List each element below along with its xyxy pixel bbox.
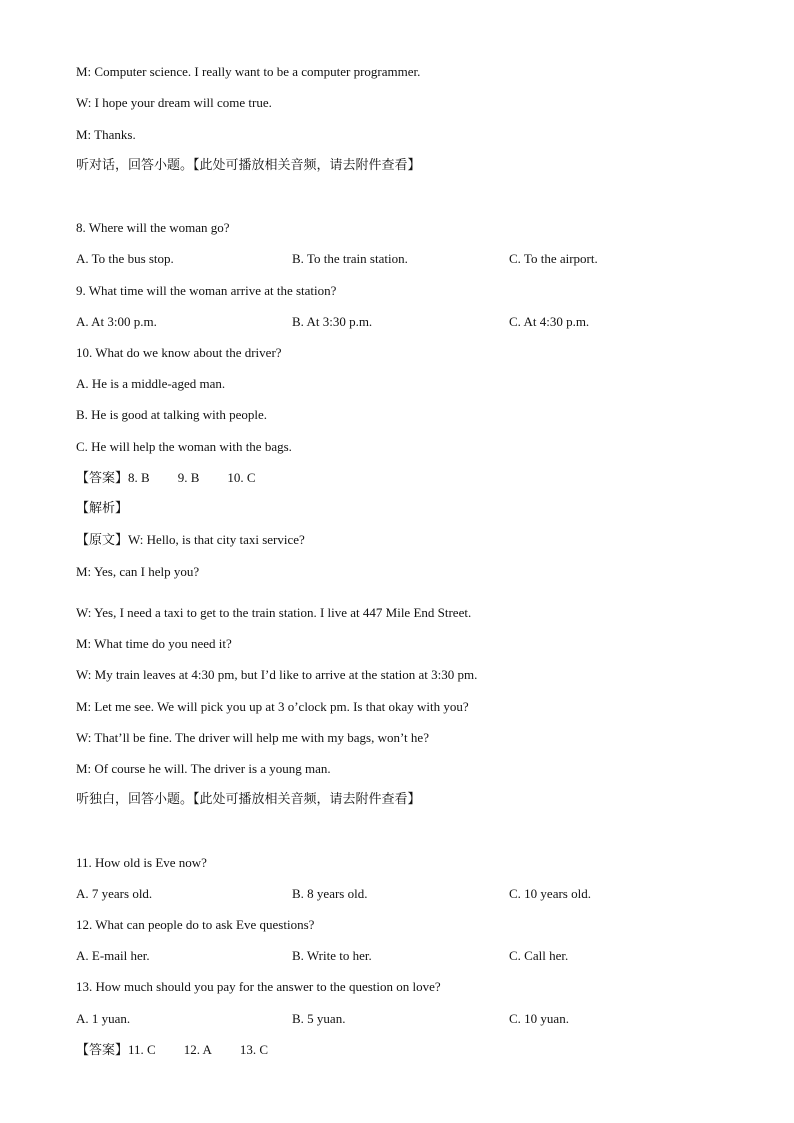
option-8a: A. To the bus stop.	[76, 251, 174, 266]
answer-item: 13. C	[239, 1042, 269, 1057]
transcript-line: M: What time do you need it?	[76, 636, 232, 651]
option-10b: B. He is good at talking with people.	[76, 407, 268, 422]
option-10c: C. He will help the woman with the bags.	[76, 439, 292, 454]
option-12c: C. Call her.	[509, 948, 569, 963]
question-12: 12. What can people do to ask Eve questions?	[76, 917, 315, 932]
answer-key	[76, 1042, 268, 1059]
answer-item: 12. A	[183, 1042, 212, 1057]
option-9b: B. At 3:30 p.m.	[292, 314, 373, 329]
answer-label: 【答案】	[76, 1043, 129, 1058]
option-13c: C. 10 yuan.	[509, 1011, 569, 1026]
analysis-label: 【解析】	[76, 501, 129, 516]
transcript-line: W: Yes, I need a taxi to get to the train station. I live at 447 Mile End Street.	[76, 605, 472, 620]
transcript-line: M: Of course he will. The driver is a young man.	[76, 761, 331, 776]
transcript-line	[76, 532, 305, 549]
transcript-line: W: That’ll be fine. The driver will help me with my bags, won’t he?	[76, 730, 429, 745]
option-12a: A. E-mail her.	[76, 948, 150, 963]
answer-item: 9. B	[177, 470, 200, 485]
question-8: 8. Where will the woman go?	[76, 220, 230, 235]
option-11b: B. 8 years old.	[292, 886, 368, 901]
option-13a: A. 1 yuan.	[76, 1011, 131, 1026]
option-13b: B. 5 yuan.	[292, 1011, 346, 1026]
option-8b: B. To the train station.	[292, 251, 408, 266]
transcript-text: W: Hello, is that city taxi service?	[128, 532, 305, 547]
option-11c: C. 10 years old.	[509, 886, 591, 901]
dialogue-line: M: Thanks.	[76, 127, 136, 142]
transcript-label: 【原文】	[76, 533, 129, 548]
option-11a: A. 7 years old.	[76, 886, 153, 901]
option-9c: C. At 4:30 p.m.	[509, 314, 590, 329]
section-instruction: 听独白，回答小题。【此处可播放相关音频，请去附件查看】	[76, 792, 421, 807]
question-13: 13. How much should you pay for the answer to the question on love?	[76, 979, 441, 994]
transcript-line: M: Yes, can I help you?	[76, 564, 200, 579]
answer-label: 【答案】	[76, 471, 129, 486]
answer-key	[76, 470, 256, 487]
transcript-line: M: Let me see. We will pick you up at 3 o’clock pm. Is that okay with you?	[76, 699, 469, 714]
answer-item: 10. C	[227, 470, 256, 485]
transcript-line: W: My train leaves at 4:30 pm, but I’d like to arrive at the station at 3:30 pm.	[76, 667, 478, 682]
section-instruction: 听对话，回答小题。【此处可播放相关音频，请去附件查看】	[76, 158, 421, 173]
dialogue-line: W: I hope your dream will come true.	[76, 95, 272, 110]
option-10a: A. He is a middle-aged man.	[76, 376, 226, 391]
option-12b: B. Write to her.	[292, 948, 372, 963]
question-9: 9. What time will the woman arrive at the station?	[76, 283, 337, 298]
option-8c: C. To the airport.	[509, 251, 598, 266]
question-11: 11. How old is Eve now?	[76, 855, 207, 870]
question-10: 10. What do we know about the driver?	[76, 345, 282, 360]
option-9a: A. At 3:00 p.m.	[76, 314, 157, 329]
answer-item: 11. C	[128, 1042, 156, 1057]
dialogue-line: M: Computer science. I really want to be a computer programmer.	[76, 64, 421, 79]
answer-item: 8. B	[128, 470, 150, 485]
